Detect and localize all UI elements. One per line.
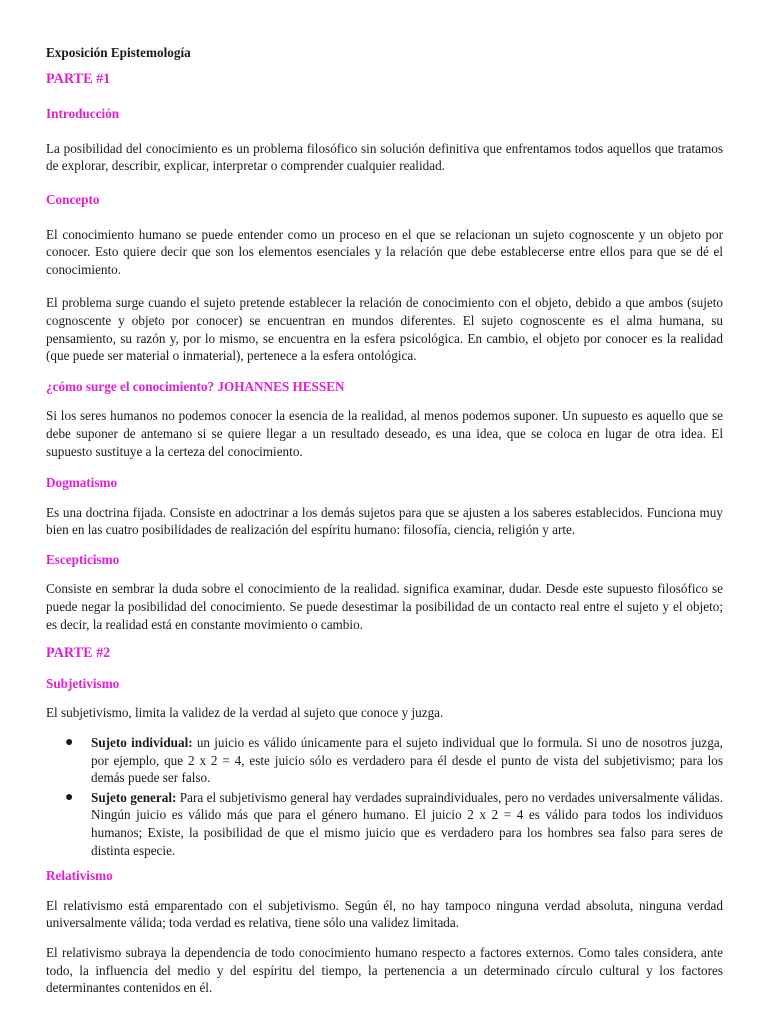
subjetivismo-paragraph: El subjetivismo, limita la validez de la verdad al sujeto que conoce y juzga.: [46, 705, 444, 721]
bullet-text: un juicio es válido únicamente para el sujeto individual que lo formula. Si uno de nosotros juzga, por ejemplo, que 2 x 2 = 4, este juicio sólo es verdadero para él desde el punto de vista del subjetivismo; para los demás puede ser falso.: [91, 735, 723, 786]
concepto-heading: Concepto: [46, 191, 100, 207]
relativismo-paragraph-2: El relativismo subraya la dependencia de todo conocimiento humano respecto a factores externos. Como tales considera, ante todo, la influencia del medio y del espíritu del tiempo, la pertenencia a un determinado círculo cultural y los factores determinantes contenidos en él.: [46, 944, 723, 996]
bullet-label: Sujeto general:: [91, 789, 177, 805]
list-item: [65, 789, 723, 859]
introduccion-paragraph: La posibilidad del conocimiento es un problema filosófico sin solución definitiva que enfrentamos todos aquellos que tratamos de explorar, describir, explicar, interpretar o comprender cualquier realidad.: [46, 140, 723, 174]
dogmatismo-paragraph: Es una doctrina fijada. Consiste en adoctrinar a los demás sujetos para que se ajusten a los saberes establecidos. Funciona muy bien en las cuatro posibilidades de realización del espíritu humano: filosofía, ciencia, religión y arte.: [46, 504, 723, 538]
document-page: [46, 44, 723, 1013]
bullet-text: Para el subjetivismo general hay verdades supraindividuales, pero no verdades universalmente válidas. Ningún juicio es válido más que para el género humano. El juicio 2 x 2 = 4 es válido para todos los individuos humanos; Existe, la posibilidad de que el mismo juicio que es verdadero para los hombres sea falso para seres de distinta especie.: [91, 789, 723, 858]
list-item: [65, 734, 723, 787]
bullet-label: Sujeto individual:: [91, 735, 193, 751]
relativismo-paragraph-1: El relativismo está emparentado con el subjetivismo. Según él, no hay tampoco ninguna verdad absoluta, ninguna verdad universalmente válida; toda verdad es relativa, tiene sólo una validez limitada.: [46, 897, 723, 931]
escepticismo-paragraph: Consiste en sembrar la duda sobre el conocimiento de la realidad. significa examinar, dudar. Desde este supuesto filosófico se puede negar la posibilidad del conocimiento. Se puede desestimar la posibilidad de un contacto real entre el sujeto y el objeto; es decir, la realidad está en constante movimiento o cambio.: [46, 581, 723, 632]
part-1-heading: PARTE #1: [46, 70, 111, 87]
surge-conocimiento-paragraph: Si los seres humanos no podemos conocer la esencia de la realidad, al menos podemos suponer. Un supuesto es aquello que se debe suponer de antemano si se quiere llegar a un resultado deseado, es una idea, que se coloca en lugar de otra idea. El supuesto sustituye a la certeza del conocimiento.: [46, 408, 723, 459]
concepto-paragraph-2: El problema surge cuando el sujeto pretende establecer la relación de conocimiento con el objeto, debido a que ambos (sujeto cognoscente y objeto por conocer) se encuentran en mundos diferentes. El sujeto cognoscente es el alma humana, su pensamiento, su razón y, por lo mismo, se encuentra en la esfera psicológica. En cambio, el objeto por conocer es la realidad (que puede ser material o inmaterial), pertenece a la esfera ontológica.: [46, 295, 723, 364]
surge-conocimiento-heading: ¿cómo surge el conocimiento? JOHANNES HESSEN: [46, 378, 345, 394]
escepticismo-heading: Escepticismo: [46, 551, 120, 567]
introduccion-heading: Introducción: [46, 106, 120, 122]
subjetivismo-heading: Subjetivismo: [46, 675, 120, 691]
subjetivismo-bullet-list: [46, 734, 723, 859]
relativismo-heading: Relativismo: [46, 868, 113, 884]
bullet-dot-icon: ●: [65, 789, 74, 805]
concepto-paragraph-1: El conocimiento humano se puede entender como un proceso en el que se relacionan un sujeto cognoscente y un objeto por conocer. Esto quiere decir que son los elementos esenciales y la relación que debe establecerse entre ellos para que se dé el conocimiento.: [46, 226, 723, 277]
document-title: Exposición Epistemología: [46, 45, 191, 60]
dogmatismo-heading: Dogmatismo: [46, 475, 118, 491]
bullet-dot-icon: ●: [65, 735, 74, 751]
part-2-heading: PARTE #2: [46, 645, 111, 662]
